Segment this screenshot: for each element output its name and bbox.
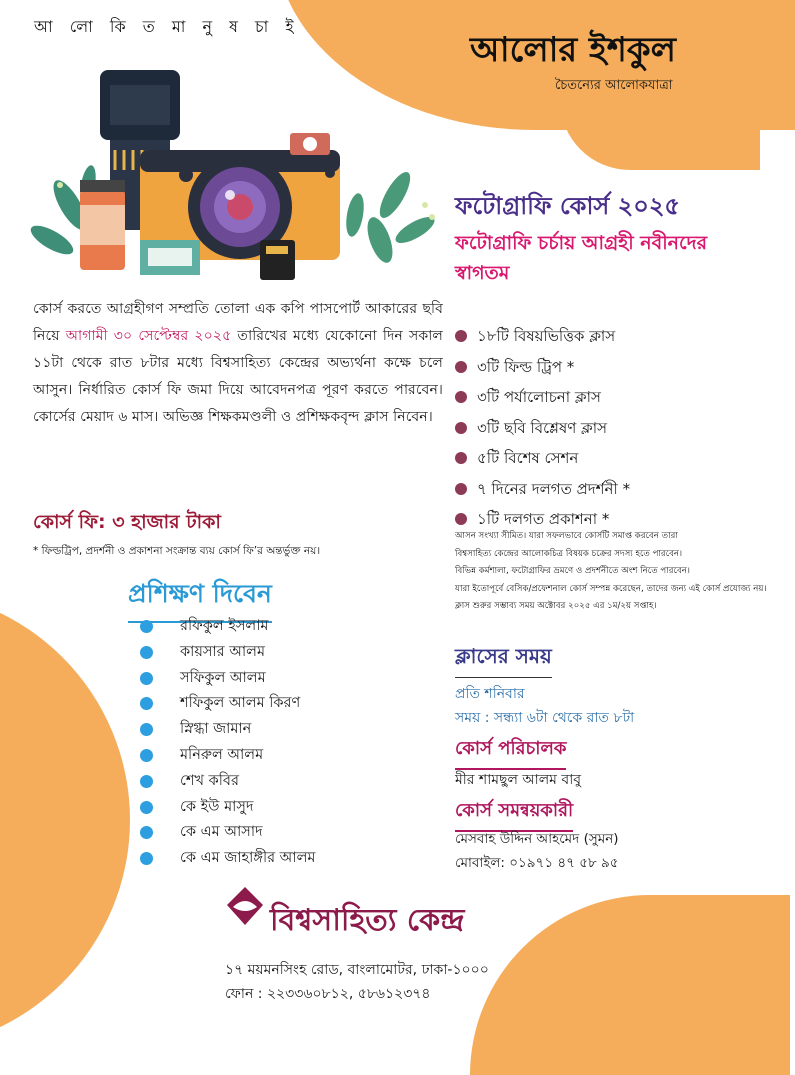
trainer-name: শফিকুল আলম কিরণ [180, 695, 301, 712]
trainer-name: রফিকুল ইসলাম [180, 618, 269, 634]
org-title: আলোর ইশকুল [470, 30, 676, 70]
feature-text: ৩টি পর্যালোচনা ক্লাস [477, 388, 601, 406]
feature-item [455, 321, 630, 352]
trainer-item [140, 614, 315, 640]
coordinator-mobile: মোবাইল: ০১৯৭১ ৪৭ ৫৮ ৯৫ [455, 855, 619, 871]
class-day: প্রতি শনিবার [455, 686, 525, 702]
feature-text: ১৮টি বিষয়ভিত্তিক ক্লাস [477, 327, 616, 345]
bullet-dot-icon [140, 646, 153, 659]
trainer-item [140, 820, 315, 846]
bullet-dot-icon [140, 801, 153, 814]
trainer-item [140, 769, 315, 795]
trainer-name: স্নিগ্ধা জামান [180, 721, 252, 738]
feature-item [455, 474, 630, 505]
intro-paragraph [33, 296, 443, 431]
trainer-item [140, 743, 315, 769]
bullet-dot-icon [455, 422, 467, 434]
bullet-dot-icon [140, 723, 153, 736]
trainer-name: মনিরুল আলম [180, 746, 264, 763]
bullet-dot-icon [140, 775, 153, 788]
trainer-name: কে এম জাহাঙ্গীর আলম [180, 850, 316, 867]
bullet-dot-icon [140, 852, 153, 865]
tagline: আ লো কি ত মা নু ষ চা ই [34, 17, 300, 36]
bullet-dot-icon [455, 483, 467, 495]
trainer-name: কে এম আসাদ [180, 824, 263, 841]
trainer-name: কায়সার আলম [180, 643, 266, 660]
feature-text: ৭ দিনের দলগত প্রদর্শনী * [477, 479, 631, 498]
trainer-item [140, 640, 315, 666]
intro-deadline-highlight: আগামী ৩০ সেপ্টেম্বর ২০২৫ [65, 328, 232, 344]
course-features-list [455, 321, 630, 535]
bishwo-sahitto-logo-icon [225, 885, 265, 927]
trainer-name: কে ইউ মাসুদ [180, 798, 254, 815]
course-title: ফটোগ্রাফি কোর্স ২০২৫ [455, 192, 681, 220]
course-fee: কোর্স ফি: ৩ হাজার টাকা [33, 511, 221, 533]
notes-block [455, 528, 767, 616]
bullet-dot-icon [140, 620, 153, 633]
decor-blob-top-right-tail [560, 100, 760, 170]
bullet-dot-icon [455, 452, 467, 464]
note-line: আসন সংখ্যা সীমিত। যারা সফলভাবে কোর্সটি সমাপ্ত করবেন তারা [455, 531, 678, 541]
trainer-name: সফিকুল আলম [180, 669, 266, 686]
intro-text-part1: কোর্স করতে আগ্রহীগণ সম্প্রতি তোলা এক কপি পাসপোর্ট আকারের ছবি নিয়ে [33, 301, 443, 344]
bullet-dot-icon [140, 749, 153, 762]
bullet-dot-icon [140, 672, 153, 685]
leaf-icon [343, 168, 438, 266]
address: ১৭ ময়মনসিংহ রোড, বাংলামোটর, ঢাকা-১০০০ [225, 962, 489, 978]
coordinator-name: মেসবাহ উদ্দিন আহমেদ (সুমন) [455, 831, 619, 847]
trainers-heading: প্রশিক্ষণ দিবেন [128, 574, 272, 623]
feature-item [455, 413, 630, 444]
feature-text: ৩টি ছবি বিশ্লেষণ ক্লাস [477, 418, 608, 437]
trainer-item [140, 666, 315, 692]
trainer-item [140, 691, 315, 717]
class-hours: সময় : সন্ধ্যা ৬টা থেকে রাত ৮টা [455, 710, 635, 726]
intro-text-part2: তারিখের মধ্যে যেকোনো দিন সকাল ১১টা থেকে রাত ৮টার মধ্যে বিশ্বসাহিত্য কেন্দ্রের অভ্যর্থনা কক্ষে চলে আসুন। নির্ধারিত কোর্স ফি জমা দিয়ে আবেদনপত্র পূরণ করতে পারবেন। কোর্সের মেয়াদ ৬ মাস। অভিজ্ঞ শিক্ষকমণ্ডলী ও প্রশিক্ষকবৃন্দ ক্লাস নিবেন। [33, 328, 443, 425]
camera-illustration [40, 55, 440, 285]
feature-text: ১টি দলগত প্রকাশনা * [477, 510, 610, 528]
director-heading: কোর্স পরিচালক [455, 734, 566, 770]
bullet-dot-icon [455, 513, 467, 525]
decor-blob-bottom-left [0, 590, 130, 1050]
note-line: ক্লাস শুরুর সম্ভাব্য সময় অক্টোবর ২০২৫ এর ১ম/২য় সপ্তাহ। [455, 601, 657, 611]
feature-item [455, 382, 630, 413]
logo-text: বিশ্বসাহিত্য কেন্দ্র [270, 903, 465, 938]
feature-item [455, 443, 630, 474]
feature-item [455, 352, 630, 383]
trainer-item [140, 846, 315, 872]
bullet-dot-icon [455, 391, 467, 403]
note-line: বিশ্বসাহিত্য কেন্দ্রের আলোকচিত্র বিষয়ক চক্রের সদস্য হতে পারবেন। [455, 548, 683, 559]
phone-numbers: ফোন : ২২৩৩৬০৮১২, ৫৮৬১২৩৭৪ [225, 986, 431, 1002]
class-time-heading: ক্লাসের সময় [455, 642, 552, 678]
trainer-item [140, 795, 315, 821]
org-subtitle: চৈতন্যের আলোকযাত্রা [555, 78, 673, 93]
welcome-text: ফটোগ্রাফি চর্চায় আগ্রহী নবীনদের স্বাগতম [455, 232, 708, 284]
bullet-dot-icon [140, 697, 153, 710]
trainer-name: শেখ কবির [180, 772, 239, 789]
feature-text: ৫টি বিশেষ সেশন [477, 449, 579, 467]
coordinator-heading: কোর্স সমন্বয়কারী [455, 796, 573, 832]
note-line: যারা ইতোপূর্বে বেসিক/প্রফেশনাল কোর্স সম্পন্ন করেছেন, তাদের জন্য এই কোর্স প্রযোজ্য নয়। [455, 583, 767, 594]
note-line: বিভিন্ন কর্মশালা, ফটোগ্রাফির ভ্রমণে ও প্রদর্শনীতে অংশ নিতে পারবেন। [455, 566, 690, 576]
decor-blob-bottom-right [470, 895, 790, 1075]
course-fee-note: * ফিল্ডট্রিপ, প্রদর্শনী ও প্রকাশনা সংক্রান্ত ব্যয় কোর্স ফি’র অন্তর্ভুক্ত নয়। [33, 545, 321, 557]
bullet-dot-icon [140, 826, 153, 839]
director-name: মীর শামছুল আলম বাবু [455, 772, 582, 788]
trainer-item [140, 717, 315, 743]
bullet-dot-icon [455, 330, 467, 342]
bullet-dot-icon [455, 361, 467, 373]
feature-text: ৩টি ফিল্ড ট্রিপ * [477, 357, 575, 376]
trainers-list [140, 614, 315, 872]
